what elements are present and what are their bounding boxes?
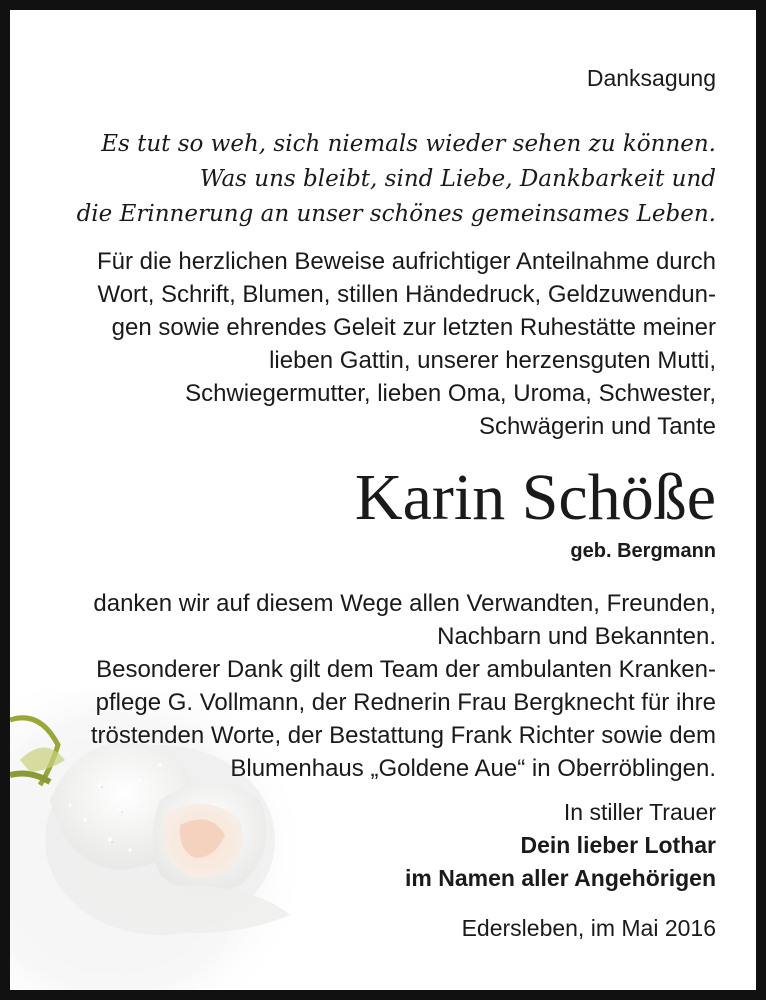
deceased-name: Karin Schöße [354,461,716,534]
heading: Danksagung [586,65,716,91]
quote-line: Es tut so weh, sich niemals wieder sehen zu können. [101,131,716,157]
thanks-line: Schwägerin und Tante [478,413,716,440]
closing-line: tröstenden Worte, der Bestattung Frank Richter sowie dem [90,722,716,749]
signature-name: Dein lieber Lothar [520,832,716,858]
signature-family: im Namen aller Angehörigen [405,865,716,891]
signature-block [405,796,716,895]
thanks-line: Schwiegermutter, lieben Oma, Uroma, Schwester, [185,380,716,407]
thanks-line: lieben Gattin, unserer herzensguten Mutti, [269,347,716,374]
place-date: Edersleben, im Mai 2016 [461,915,716,941]
quote-line: die Erinnerung an unser schönes gemeinsames Leben. [76,201,716,227]
signature-intro: In stiller Trauer [563,799,716,825]
thanks-line: gen sowie ehrendes Geleit zur letzten Ruhestätte meiner [111,314,716,341]
quote-line: Was uns bleibt, sind Liebe, Dankbarkeit und [199,166,716,192]
quote [77,127,716,232]
closing-line: pflege G. Vollmann, der Rednerin Frau Bergknecht für ihre [95,689,716,716]
maiden-name: geb. Bergmann [570,540,716,562]
closing-line: Nachbarn und Bekannten. [437,623,716,650]
closing-line: Besonderer Dank gilt dem Team der ambulanten Kranken- [96,656,716,683]
thanks-line: Wort, Schrift, Blumen, stillen Händedruck, Geldzuwendun- [97,281,716,308]
closing-paragraph [91,587,716,785]
closing-line: danken wir auf diesem Wege allen Verwandten, Freunden, [93,590,716,617]
thanks-paragraph [97,245,716,443]
closing-line: Blumenhaus „Goldene Aue“ in Oberröblingen. [230,755,716,782]
thanks-line: Für die herzlichen Beweise aufrichtiger Anteilnahme durch [97,248,716,275]
